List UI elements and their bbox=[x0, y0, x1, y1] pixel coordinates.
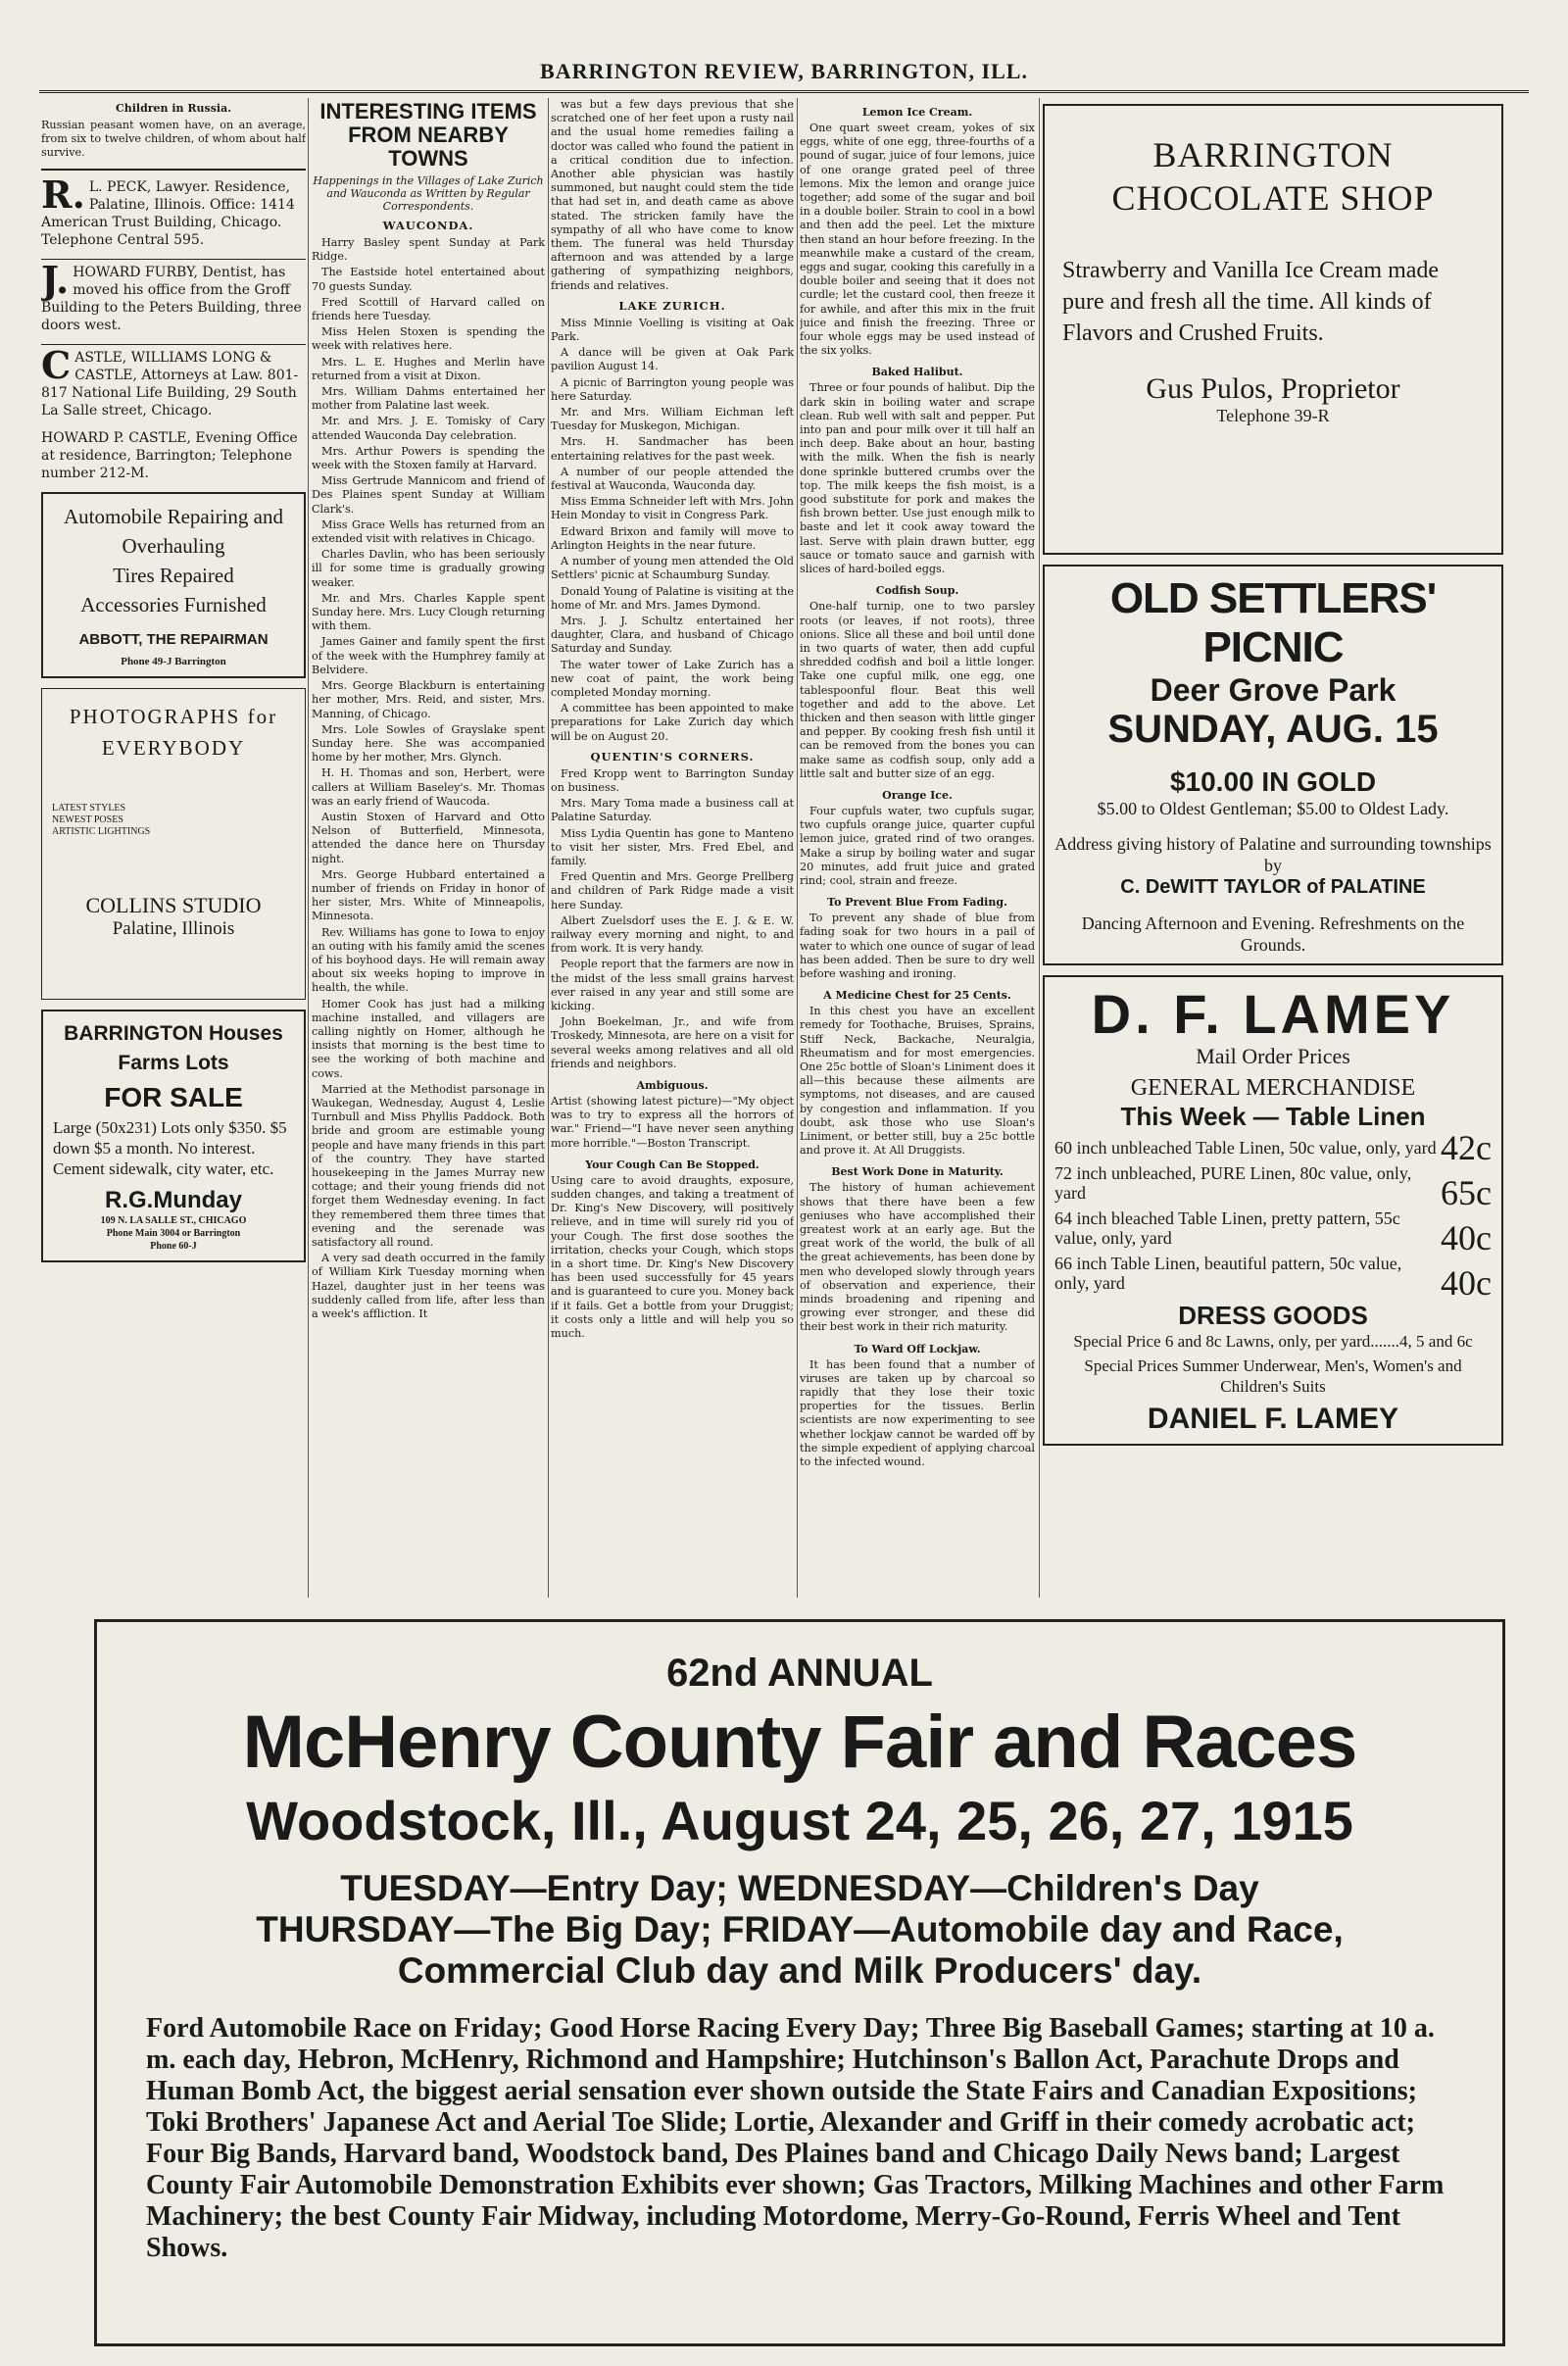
cough-title: Your Cough Can Be Stopped. bbox=[585, 1158, 760, 1171]
wauconda-news bbox=[312, 236, 545, 1321]
news-item: Miss Helen Stoxen is spending the week with relatives here. bbox=[312, 325, 545, 353]
lamey-gm: GENERAL MERCHANDISE bbox=[1130, 1075, 1416, 1101]
news-item: Fred Quentin and Mrs. George Prellberg and children of Park Ridge made a visit here Sunday. bbox=[551, 870, 794, 912]
news-item: Miss Minnie Voelling is visiting at Oak Park. bbox=[551, 316, 794, 344]
attorney-text: ASTLE, WILLIAMS LONG & CASTLE, Attorneys at Law. 801-817 National Life Building, 29 South La Salle street, Chicago. bbox=[41, 349, 299, 419]
russia-title: Children in Russia. bbox=[115, 102, 232, 115]
recipe-title: To Ward Off Lockjaw. bbox=[854, 1342, 981, 1356]
dentist-text: HOWARD FURBY, Dentist, has moved his office from the Groff Building to the Peters Building, three doors west. bbox=[41, 264, 302, 333]
column-rule bbox=[548, 98, 549, 1598]
section-heading: QUENTIN'S CORNERS. bbox=[590, 749, 755, 764]
news-item: Harry Basley spent Sunday at Park Ridge. bbox=[312, 236, 545, 264]
castle-text: HOWARD P. CASTLE, Evening Office at residence, Barrington; Telephone number 212-M. bbox=[41, 429, 298, 481]
lake-zurich-news bbox=[551, 317, 794, 744]
news-item: James Gainer and family spent the first of the week with the Humphrey family at Belvidere. bbox=[312, 635, 545, 676]
lawyer-card bbox=[41, 172, 306, 249]
munday-phone: Phone Main 3004 or Barrington bbox=[106, 1227, 241, 1239]
news-item: John Boekelman, Jr., and wife from Troskedy, Minnesota, are here on a visit for several weeks among relatives and all old friends and neighbors. bbox=[551, 1015, 794, 1070]
news-item: Mrs. H. Sandmacher has been entertaining relatives for the past week. bbox=[551, 435, 794, 463]
news-item: Married at the Methodist parsonage in Waukegan, Wednesday, August 4, Leslie Turnbull and Miss Phyllis Paddock. Both bride and groom are estimable young people and have many friends in this part of the country. They have started housekeeping in the James Murray new cottage; and their young friends did not forget them Wednesday evening. In fact they remembered them three times that evening and the serenade was satisfactory all round. bbox=[312, 1082, 545, 1250]
news-item: A number of young men attended the Old Settlers' picnic at Schaumburg Sunday. bbox=[551, 555, 794, 582]
lamey-sign: DANIEL F. LAMEY bbox=[1147, 1403, 1399, 1435]
news-item: Miss Gertrude Mannicom and friend of Des Plaines spent Sunday at William Clark's. bbox=[312, 474, 545, 516]
wauconda-continued bbox=[551, 98, 794, 293]
divider bbox=[41, 259, 306, 260]
recipe-title: Best Work Done in Maturity. bbox=[831, 1165, 1004, 1179]
fair-description: Ford Automobile Race on Friday; Good Horse Racing Every Day; Three Big Baseball Games; starting at 10 a. m. each day, Hebron, McHenry, Richmond and Hampshire; Hutchinson's Ballon Act, Parachute Drops and Human Bomb Act, the biggest aerial sensation ever shown outside the State Fairs and Canadian Expositions; Toki Brothers' Japanese Act and Aerial Toe Slide; Lortie, Alexander and Griff in their comedy acrobatic act; Four Big Bands, Harvard band, Woodstock band, Des Plaines band and Chicago Daily News band; Largest County Fair Automobile Demonstration Exhibits ever shown; Gas Tractors, Milking Machines and other Farm Machinery; the best County Fair Midway, including Motordome, Merry-Go-Round, Ferris Wheel and Tent Shows. bbox=[146, 2013, 1445, 2263]
recipe-text: In this chest you have an excellent remedy for Toothache, Bruises, Sprains, Stiff Neck, Backache, Neuralgia, Rheumatism and for most emergencies. One 25c bottle of Sloan's Liniment does it all—this because these ailments are symptoms, not diseases, and are caused by congestion and inflammation. If you doubt, ask those who use Sloan's Liniment, or better still, buy a 25c bottle and prove it. At All Druggists. bbox=[800, 1005, 1035, 1158]
lamey-special: Special Prices Summer Underwear, Men's, Women's and Children's Suits bbox=[1084, 1356, 1462, 1396]
linen-item-text: 72 inch unbleached, PURE Linen, 80c value, only, yard bbox=[1054, 1163, 1412, 1203]
nearby-towns-subtitle: Happenings in the Villages of Lake Zurich and Wauconda as Written by Regular Correspondents. bbox=[313, 174, 544, 213]
news-item: Fred Scottill of Harvard called on friends here Tuesday. bbox=[312, 295, 545, 323]
divider bbox=[41, 169, 306, 171]
picnic-prize: $5.00 to Oldest Gentleman; $5.00 to Oldest Lady. bbox=[1097, 799, 1449, 818]
news-item: Mrs. J. J. Schultz entertained her daughter, Clara, and husband of Chicago Saturday and Sunday. bbox=[551, 614, 794, 656]
news-item: Austin Stoxen of Harvard and Otto Nelson of Butterfield, Minnesota, attended the dance here on Thursday night. bbox=[312, 810, 545, 865]
fair-days: TUESDAY—Entry Day; WEDNESDAY—Children's Day bbox=[340, 1868, 1259, 1908]
news-item: Mrs. Arthur Powers is spending the week with the Stoxen family at Harvard. bbox=[312, 444, 545, 472]
munday-phone: Phone 60-J bbox=[150, 1240, 197, 1252]
attorney-card bbox=[41, 342, 306, 419]
cough-text: Using care to avoid draughts, exposure, sudden changes, and taking a treatment of Dr. King's New Discovery, will positively relieve, and in time will surely rid you of your Cough. The first dose soothes the irritation, checks your Cough, which stops in a short time. Dr. King's New Discovery has been used successfully for 45 years and is guaranteed to cure you. Money back if it fails. Get a bottle from your Druggist; it costs only a little and will help you so much. bbox=[551, 1173, 794, 1341]
column-3 bbox=[551, 98, 794, 1598]
recipe-text: To prevent any shade of blue from fading soak for two hours in a pail of water to which one ounce of sugar of lead has been added. Then be sure to dry well before washing and ironing. bbox=[800, 912, 1035, 980]
chocolate-shop-proprietor: Gus Pulos, Proprietor bbox=[1146, 372, 1400, 405]
column-4 bbox=[800, 98, 1035, 1598]
news-item: A committee has been appointed to make preparations for Lake Zurich day which will be on August 20. bbox=[551, 702, 794, 743]
recipe-title: Orange Ice. bbox=[882, 788, 953, 802]
linen-item-text: 64 inch bleached Table Linen, pretty pattern, 55c value, only, yard bbox=[1054, 1208, 1400, 1248]
lamey-head: D. F. LAMEY bbox=[1091, 983, 1455, 1045]
chocolate-shop-body: Strawberry and Vanilla Ice Cream made pure and fresh all the time. All kinds of Flavors and Crushed Fruits. bbox=[1062, 258, 1440, 346]
linen-item-text: 60 inch unbleached Table Linen, 50c value, only, yard bbox=[1054, 1138, 1437, 1158]
news-item: Edward Brixon and family will move to Arlington Heights in the near future. bbox=[551, 524, 794, 552]
section-heading: WAUCONDA. bbox=[382, 219, 474, 232]
lamey-ad bbox=[1043, 975, 1503, 1446]
collins-styles bbox=[52, 803, 295, 838]
recipe-title: Baked Halibut. bbox=[871, 366, 963, 379]
recipe-text: One-half turnip, one to two parsley roots (or leaves, if not roots), three onions. Slice all these and boil until done in two quarts of water, then add cupful shredded codfish and boil a little longer. Take one cupful milk, one egg, one tablespoonful flour. Beat this well together and add to the above. Let thicken and then season with little ginger and pepper. By cooking fresh fish until it can be removed from the bones you can make same as codfish soup, only add a little salt and butter size of an egg. bbox=[800, 600, 1035, 780]
ambiguous-title: Ambiguous. bbox=[636, 1079, 709, 1092]
drop-cap: J. bbox=[41, 257, 70, 302]
collins-ad bbox=[41, 688, 306, 1000]
recipe-text: Four cupfuls water, two cupfuls sugar, two cupfuls orange juice, quarter cupful lemon juice, grated rind of two oranges. Make a sirup by boiling water and sugar 20 minutes, add fruit juice and grated rind; cool, strain and freeze. bbox=[800, 804, 1035, 887]
fair-title: McHenry County Fair and Races bbox=[242, 1701, 1357, 1784]
recipes bbox=[800, 106, 1035, 1469]
nearby-towns-title: INTERESTING ITEMS FROM NEARBY TOWNS bbox=[319, 99, 537, 171]
collins-line: LATEST STYLES bbox=[52, 802, 126, 813]
section-heading: LAKE ZURICH. bbox=[618, 298, 726, 313]
picnic-gold: $10.00 IN GOLD bbox=[1169, 766, 1377, 797]
recipe-title: Codfish Soup. bbox=[875, 584, 959, 598]
news-item: Charles Davlin, who has been seriously ill for some time is gradually growing weaker. bbox=[312, 548, 545, 589]
news-item: A number of our people attended the festival at Wauconda, Wauconda day. bbox=[551, 465, 794, 493]
linen-item bbox=[1054, 1254, 1492, 1303]
news-item: H. H. Thomas and son, Herbert, were callers at William Baseley's. Mr. Thomas was an early friend of Waucoda. bbox=[312, 766, 545, 808]
mchenry-fair-ad bbox=[94, 1619, 1505, 2346]
fair-days: Commercial Club day and Milk Producers' day. bbox=[397, 1950, 1202, 1991]
lamey-items bbox=[1054, 1128, 1492, 1303]
column-5 bbox=[1043, 98, 1503, 1598]
munday-head: BARRINGTON Houses Farms Lots bbox=[64, 1021, 283, 1074]
lamey-week: This Week — Table Linen bbox=[1120, 1102, 1426, 1131]
linen-item-price: 42c bbox=[1441, 1128, 1492, 1167]
collins-place: Palatine, Illinois bbox=[112, 917, 235, 939]
column-rule bbox=[308, 98, 309, 1598]
lawyer-text: L. PECK, Lawyer. Residence, Palatine, Illinois. Office: 1414 American Trust Building, Chicago. Telephone Central 595. bbox=[41, 178, 295, 248]
picnic-dancing: Dancing Afternoon and Evening. Refreshments on the Grounds. bbox=[1081, 913, 1465, 955]
column-1 bbox=[41, 98, 306, 1598]
collins-name: COLLINS STUDIO bbox=[85, 892, 262, 917]
russia-text: Russian peasant women have, on an average, from six to twelve children, of whom about half survive. bbox=[41, 119, 306, 160]
fair-days: THURSDAY—The Big Day; FRIDAY—Automobile day and Race, bbox=[256, 1909, 1344, 1949]
recipe-text: It has been found that a number of viruses are taken up by charcoal so rapidly that they lose their toxic properties for the tissues. Berlin scientists are now experimenting to see whether lockjaw cannot be warded off by the simple expedient of applying charcoal to the infected wound. bbox=[800, 1357, 1035, 1469]
news-item: Homer Cook has just had a milking machine installed, and villagers are calling nightly on Homer, although he insists that morning is the best time to see the working of both machine and cows. bbox=[312, 997, 545, 1080]
dentist-card bbox=[41, 257, 306, 334]
picnic-place: Deer Grove Park bbox=[1150, 672, 1396, 708]
abbott-phone: Phone 49-J Barrington bbox=[121, 655, 226, 667]
linen-item bbox=[1054, 1208, 1492, 1257]
munday-name: R.G.Munday bbox=[104, 1186, 242, 1213]
news-item: Albert Zuelsdorf uses the E. J. & E. W. railway every morning and night, to and from work. It is very handy. bbox=[551, 913, 794, 956]
drop-cap: R. bbox=[41, 172, 85, 217]
munday-sale: FOR SALE bbox=[104, 1081, 243, 1112]
news-item: Donald Young of Palatine is visiting at the home of Mr. and Mrs. James Dymond. bbox=[551, 584, 794, 612]
chocolate-shop-ad bbox=[1043, 104, 1503, 555]
linen-item-text: 66 inch Table Linen, beautiful pattern, 50c value, only, yard bbox=[1054, 1254, 1402, 1293]
column-rule bbox=[1039, 98, 1040, 1598]
abbott-line: Accessories Furnished bbox=[80, 592, 267, 616]
lamey-mail: Mail Order Prices bbox=[1196, 1044, 1350, 1068]
linen-item bbox=[1054, 1163, 1492, 1212]
fair-annual: 62nd ANNUAL bbox=[666, 1651, 933, 1695]
linen-item-price: 65c bbox=[1441, 1173, 1492, 1212]
news-item: A picnic of Barrington young people was here Saturday. bbox=[551, 375, 794, 403]
abbott-name: ABBOTT, THE REPAIRMAN bbox=[78, 630, 269, 648]
masthead-rule bbox=[39, 90, 1529, 93]
recipe-title: To Prevent Blue From Fading. bbox=[827, 896, 1007, 910]
lamey-dress: DRESS GOODS bbox=[1178, 1301, 1368, 1330]
old-settlers-picnic-ad bbox=[1043, 565, 1503, 965]
munday-addr: 109 N. LA SALLE ST., CHICAGO bbox=[100, 1214, 247, 1226]
column-2 bbox=[312, 98, 545, 1598]
news-item: Mrs. William Dahms entertained her mother from Palatine last week. bbox=[312, 385, 545, 413]
picnic-speaker: C. DeWITT TAYLOR of PALATINE bbox=[1120, 876, 1426, 898]
ambiguous-text: Artist (showing latest picture)—"My object was to try to express all the horrors of war." Friend—"I have never seen anything more horrible."—Boston Transcript. bbox=[551, 1095, 794, 1150]
collins-head: PHOTOGRAPHS for EVERYBODY bbox=[69, 704, 278, 760]
abbott-line: Automobile Repairing and Overhauling bbox=[64, 504, 283, 558]
news-item: A very sad death occurred in the family of William Kirk Tuesday morning when Hazel, daughter just in her teens was suddenly called from life, after less than a week's affliction. It bbox=[312, 1252, 545, 1321]
news-item: Mrs. Lole Sowles of Grayslake spent Sunday here. She was accompanied home by her mother, Mrs. Glynch. bbox=[312, 722, 545, 764]
castle-card bbox=[41, 429, 306, 482]
picnic-date: SUNDAY, AUG. 15 bbox=[1107, 708, 1439, 751]
column-rule bbox=[797, 98, 798, 1598]
news-item: Mr. and Mrs. J. E. Tomisky of Cary attended Wauconda Day celebration. bbox=[312, 415, 545, 442]
abbott-ad bbox=[41, 492, 306, 678]
chocolate-shop-name: CHOCOLATE SHOP bbox=[1111, 178, 1435, 218]
recipe-title: Lemon Ice Cream. bbox=[861, 106, 973, 119]
linen-item-price: 40c bbox=[1441, 1263, 1492, 1303]
drop-cap: C bbox=[41, 342, 72, 387]
news-item: Rev. Williams has gone to Iowa to enjoy an outing with his family amid the scenes of his boyhood days. He will remain away about six weeks hoping to improve in health, the while. bbox=[312, 925, 545, 995]
picnic-head: OLD SETTLERS' PICNIC bbox=[1109, 574, 1437, 671]
collins-line: ARTISTIC LIGHTINGS bbox=[52, 825, 151, 837]
news-item: People report that the farmers are now in the midst of the less small grains harvest ever raised in any year and still some are kicking. bbox=[551, 958, 794, 1012]
news-item: was but a few days previous that she scratched one of her feet upon a rusty nail and the usual home remedies failing a doctor was called who found the patient in a critical condition due to infection. Another able physician was hastily summoned, but naught could stem the tide that had set in, and death came as above stated. The stricken family have the sympathy of all who have come to know them. The funeral was held Thursday afternoon and was attended by a large gathering of sympathizing neighbors, friends and relatives. bbox=[551, 98, 794, 292]
collins-line: NEWEST POSES bbox=[52, 813, 123, 825]
news-item: Miss Grace Wells has returned from an extended visit with relatives in Chicago. bbox=[312, 518, 545, 546]
news-item: Miss Lydia Quentin has gone to Manteno to visit her sister, Mrs. Fred Ebel, and family. bbox=[551, 826, 794, 867]
linen-item-price: 40c bbox=[1441, 1218, 1492, 1257]
news-item: Fred Kropp went to Barrington Sunday on business. bbox=[551, 766, 794, 794]
news-item: Mr. and Mrs. Charles Kapple spent Sunday here. Mrs. Lucy Clough returning with them. bbox=[312, 591, 545, 633]
recipe-title: A Medicine Chest for 25 Cents. bbox=[823, 989, 1011, 1003]
masthead: BARRINGTON REVIEW, BARRINGTON, ILL. bbox=[540, 59, 1028, 83]
recipe-text: One quart sweet cream, yokes of six eggs, white of one egg, three-fourths of a pound of sugar, juice of four lemons, juice of one orange grated peel of three lemons. Mix the lemon and orange juice together; add some of the sugar and boil in a double boiler. Strain to cool in a bowl and then add the peel. Let the mixture then stand an hour before freezing. In the meanwhile make a custard of the cream, eggs and sugar, cooking this carefully in a double boiler and seeing that it does not curdle; let the custard cool, then freeze it for awhile, and after this mix in the fruit juice and finish the freezing. Three or four whole eggs may be used instead of the six yolks. bbox=[800, 122, 1035, 358]
news-item: The water tower of Lake Zurich has a new coat of paint, the work being completed Monday morning. bbox=[551, 658, 794, 699]
lamey-special: Special Price 6 and 8c Lawns, only, per yard.......4, 5 and 6c bbox=[1073, 1332, 1473, 1351]
news-item: Miss Emma Schneider left with Mrs. John Hein Monday to visit in Congress Park. bbox=[551, 495, 794, 522]
chocolate-shop-name: BARRINGTON bbox=[1152, 135, 1394, 174]
news-item: Mrs. George Blackburn is entertaining her mother, Mrs. Reid, and sister, Mrs. Manning, of Chicago. bbox=[312, 679, 545, 720]
divider bbox=[41, 344, 306, 345]
recipe-text: Three or four pounds of halibut. Dip the dark skin in boiling water and scrape clean. Rub well with salt and pepper. Put into pan and pour milk over it till half an inch deep. Bake about an hour, basting with the milk. When the fish is nearly done sprinkle buttered crumbs over the top. The milk keeps the fish moist, is a good substitute for pork and makes the fish brown better. Use just enough milk to baste and let it cook away toward the last. Serve with plain drawn butter, egg sauce or tomato sauce and garnish with slices of hard-boiled eggs. bbox=[800, 381, 1035, 576]
news-item: Mr. and Mrs. William Eichman left Tuesday for Muskegon, Michigan. bbox=[551, 406, 794, 433]
abbott-line: Tires Repaired bbox=[113, 563, 234, 587]
news-item: Mrs. L. E. Hughes and Merlin have returned from a visit at Dixon. bbox=[312, 355, 545, 382]
munday-ad bbox=[41, 1010, 306, 1262]
picnic-history: Address giving history of Palatine and surrounding townships by bbox=[1054, 834, 1492, 875]
fair-subtitle: Woodstock, Ill., August 24, 25, 26, 27, 1915 bbox=[246, 1790, 1353, 1851]
recipe-text: The history of human achievement shows that there have been a few geniuses who have accomplished their greatest work at an early age. But the great work of the world, the bulk of all the great achievements, has been done by men who developed slowly through years of observation and experience, their minds broadening and ripening and growing ever stronger, and these did their best work in their rich maturity. bbox=[800, 1181, 1035, 1334]
linen-item bbox=[1054, 1128, 1492, 1167]
news-item: Mrs. Mary Toma made a business call at Palatine Saturday. bbox=[551, 797, 794, 824]
news-item: Mrs. George Hubbard entertained a number of friends on Friday in honor of her sister, Mrs. White of Minneapolis, Minnesota. bbox=[312, 867, 545, 923]
chocolate-shop-telephone: Telephone 39-R bbox=[1216, 406, 1330, 425]
news-item: The Eastside hotel entertained about 70 guests Sunday. bbox=[312, 266, 545, 293]
munday-text: Large (50x231) Lots only $350. $5 down $5 a month. No interest. Cement sidewalk, city water, etc. bbox=[53, 1117, 287, 1178]
quentins-corners-news bbox=[551, 767, 794, 1071]
news-item: A dance will be given at Oak Park pavilion August 14. bbox=[551, 346, 794, 373]
